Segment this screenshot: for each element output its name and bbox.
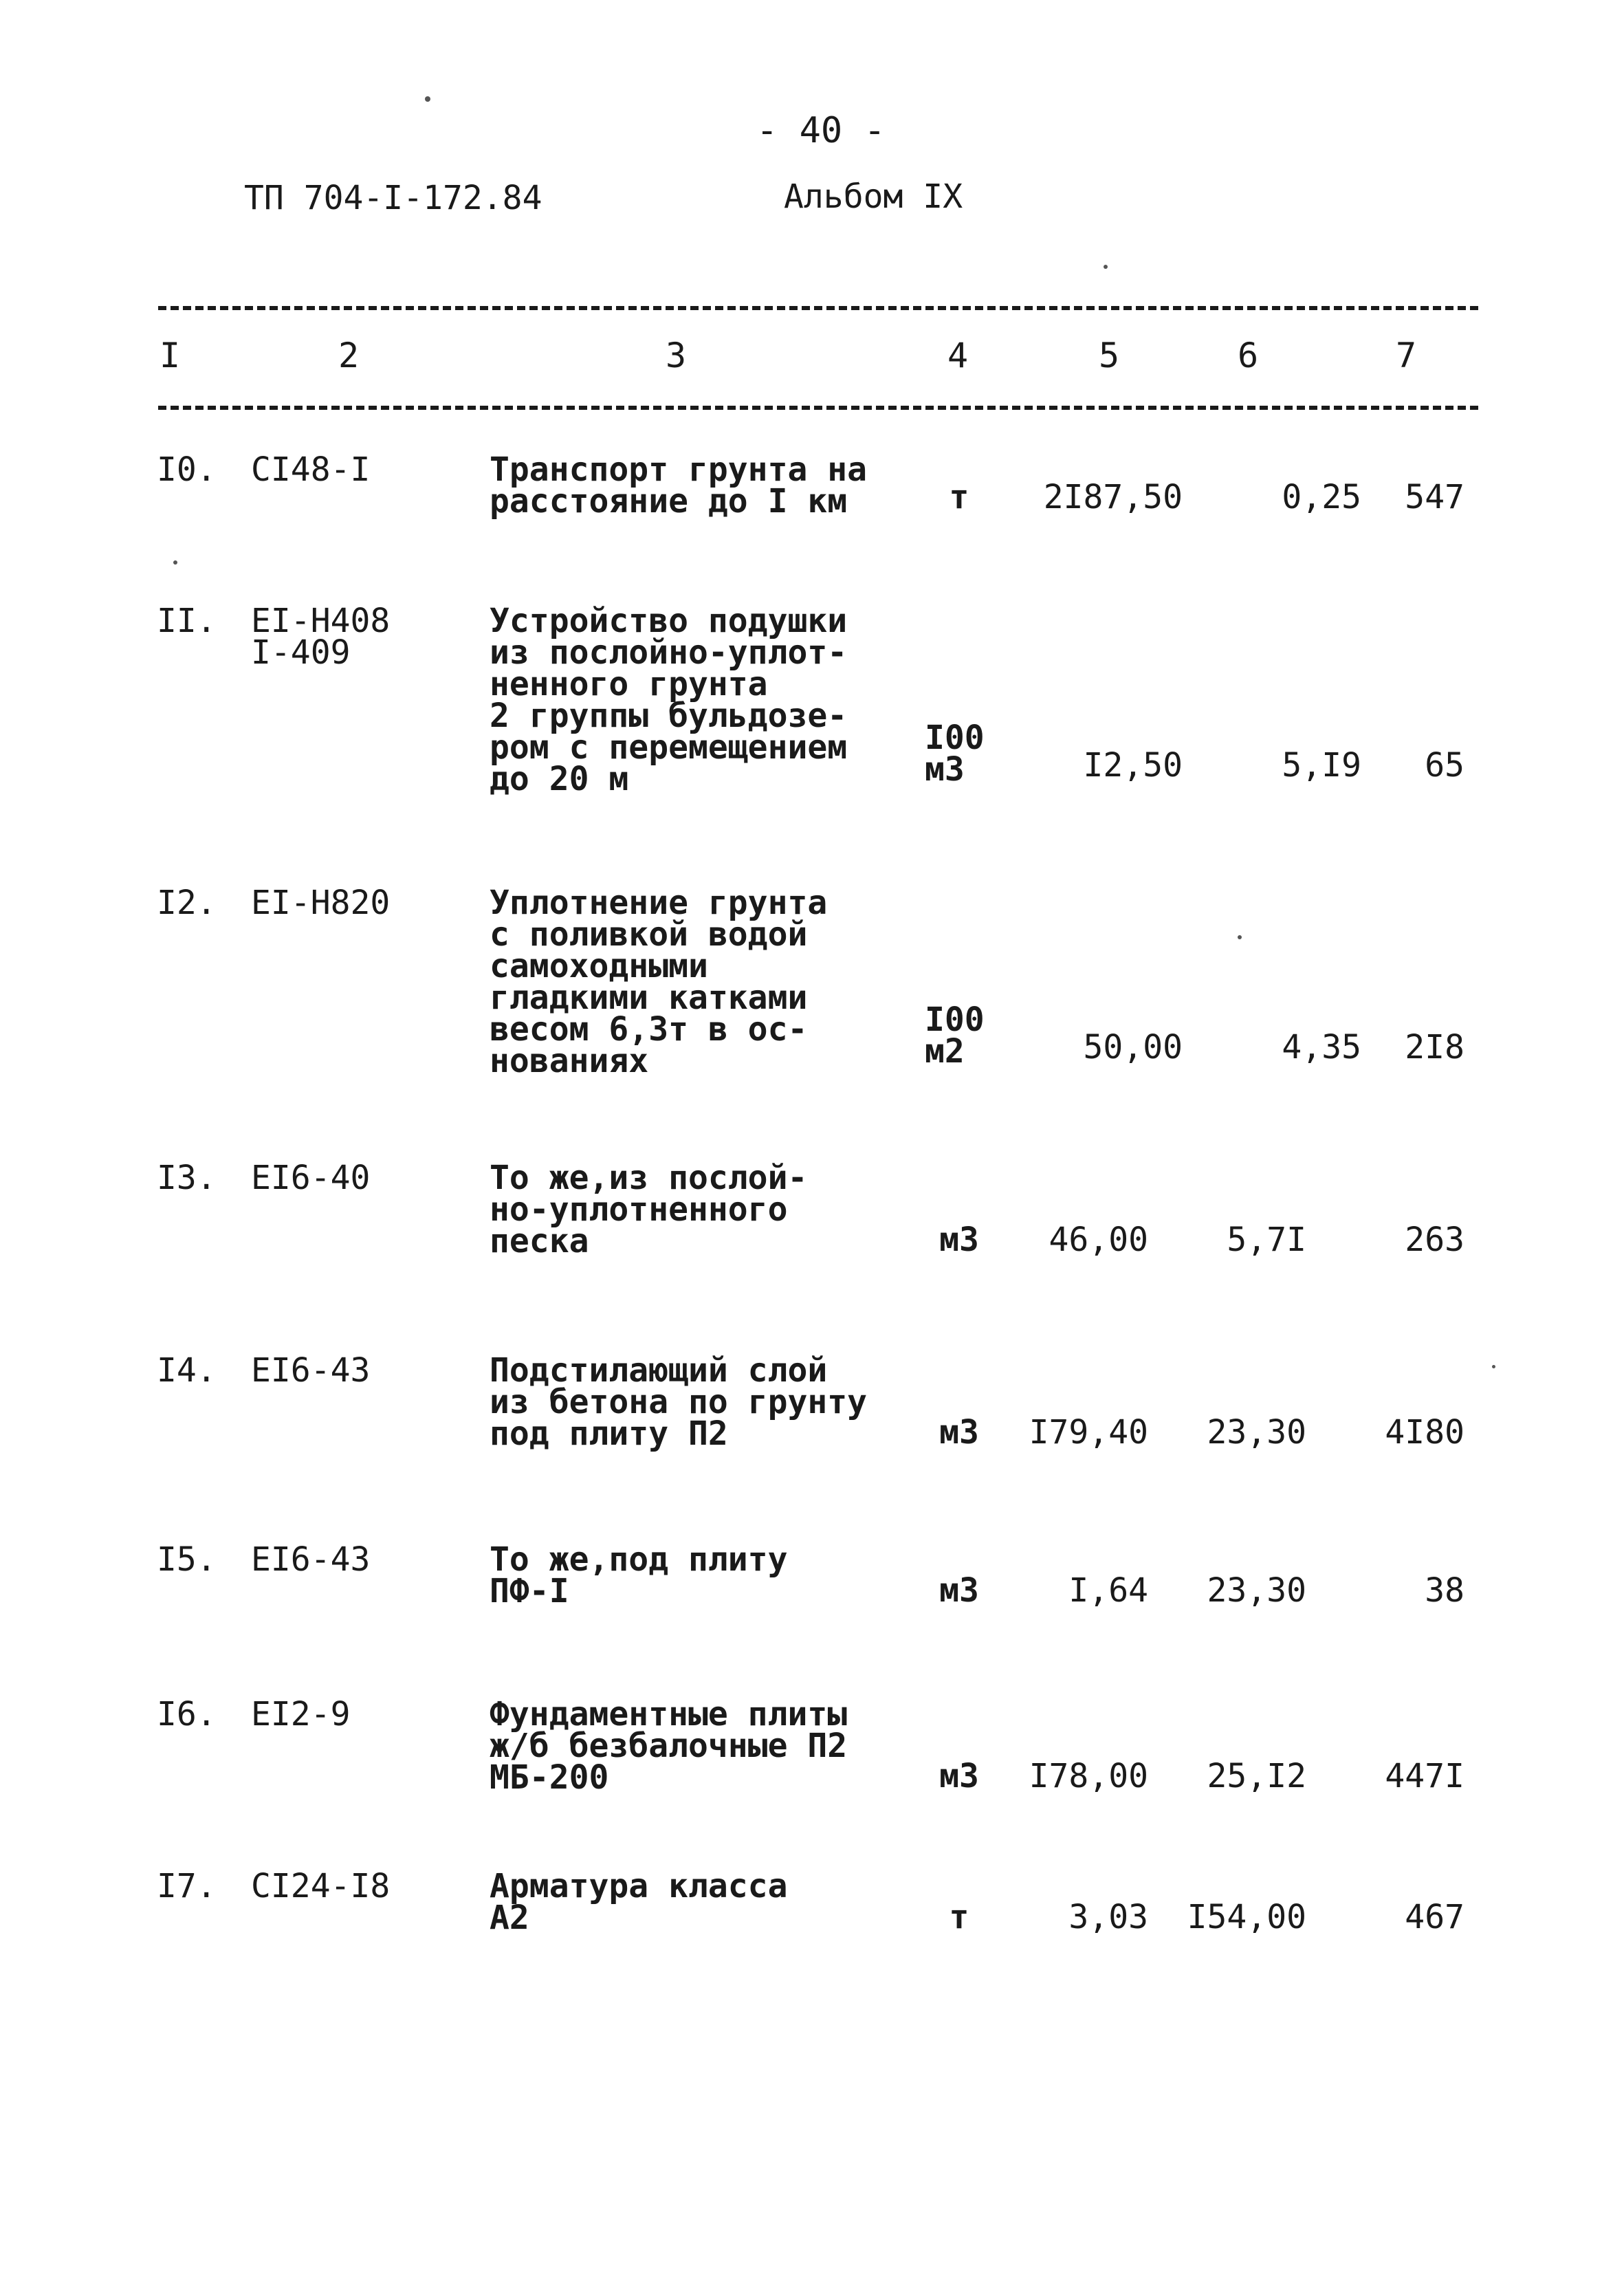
row-description: То же,из послой- но-уплотненного песка	[490, 1159, 808, 1260]
row-unit-price: 5,7I	[1227, 1221, 1306, 1259]
row-unit-price: 23,30	[1207, 1571, 1306, 1610]
row-unit-price: 5,I9	[1282, 746, 1361, 785]
row-total-cost: 467	[1405, 1898, 1464, 1936]
scan-speck	[1492, 1365, 1495, 1368]
row-number: I6.	[157, 1695, 217, 1734]
column-header-3: 3	[666, 336, 687, 375]
row-unit: м3	[939, 1757, 979, 1795]
row-number: II.	[157, 602, 217, 640]
row-code: EI6-43	[251, 1540, 371, 1579]
row-quantity: 50,00	[1083, 1028, 1183, 1067]
row-description: Транспорт грунта на расстояние до I км	[490, 450, 868, 521]
row-quantity: 3,03	[1068, 1898, 1148, 1936]
row-number: I0.	[157, 450, 217, 489]
row-quantity: 2I87,50	[1043, 478, 1183, 516]
row-total-cost: 65	[1425, 746, 1464, 785]
page-number: - 40 -	[756, 110, 886, 151]
row-code: CI48-I	[251, 450, 371, 489]
row-unit-price: 4,35	[1282, 1028, 1361, 1067]
row-quantity: I,64	[1068, 1571, 1148, 1610]
row-unit: I00 м2	[925, 1001, 985, 1071]
row-unit: т	[949, 478, 969, 516]
row-unit: м3	[939, 1571, 979, 1610]
row-unit-price: I54,00	[1187, 1898, 1306, 1936]
row-description: Фундаментные плиты ж/б безбалочные П2 МБ-200	[490, 1695, 848, 1797]
table-header-rule	[158, 406, 1478, 410]
row-description: То же,под плиту ПФ-I	[490, 1540, 788, 1610]
row-quantity: I78,00	[1029, 1757, 1148, 1795]
column-header-2: 2	[338, 336, 360, 375]
row-total-cost: 2I8	[1405, 1028, 1464, 1067]
row-total-cost: 38	[1425, 1571, 1464, 1610]
row-quantity: I2,50	[1083, 746, 1183, 785]
row-code: EI-H408 I-409	[251, 602, 391, 672]
row-unit: I00 м3	[925, 719, 985, 789]
row-total-cost: 447I	[1385, 1757, 1464, 1795]
column-header-1: I	[160, 336, 181, 375]
document-code: ТП 704-I-172.84	[244, 179, 542, 217]
table-top-rule	[158, 306, 1478, 310]
row-total-cost: 4I80	[1385, 1413, 1464, 1452]
row-code: CI24-I8	[251, 1867, 391, 1905]
row-code: EI6-43	[251, 1351, 371, 1390]
row-unit-price: 25,I2	[1207, 1757, 1306, 1795]
row-unit: м3	[939, 1413, 979, 1452]
row-code: EI2-9	[251, 1695, 351, 1734]
scan-speck	[173, 560, 177, 565]
row-number: I7.	[157, 1867, 217, 1905]
album-label: Альбом IX	[784, 177, 963, 216]
row-number: I3.	[157, 1159, 217, 1197]
row-code: EI6-40	[251, 1159, 371, 1197]
column-header-7: 7	[1396, 336, 1417, 375]
row-quantity: I79,40	[1029, 1413, 1148, 1452]
row-description: Арматура класса А2	[490, 1867, 788, 1937]
row-unit: т	[949, 1898, 969, 1936]
row-description: Уплотнение грунта с поливкой водой самоходными гладкими катками весом 6,3т в ос- нованиях	[490, 884, 828, 1080]
row-quantity: 46,00	[1049, 1221, 1148, 1259]
row-description: Устройство подушки из послойно-уплот- ненного грунта 2 группы бульдозе- ром с перемещением до 20 м	[490, 602, 848, 798]
row-description: Подстилающий слой из бетона по грунту под плиту П2	[490, 1351, 868, 1453]
row-unit: м3	[939, 1221, 979, 1259]
column-header-4: 4	[947, 336, 969, 375]
scan-speck	[1238, 935, 1242, 939]
column-header-6: 6	[1238, 336, 1259, 375]
row-unit-price: 0,25	[1282, 478, 1361, 516]
row-number: I5.	[157, 1540, 217, 1579]
row-number: I2.	[157, 884, 217, 922]
scan-speck	[1104, 265, 1108, 269]
row-total-cost: 547	[1405, 478, 1464, 516]
scan-speck	[425, 96, 430, 102]
row-number: I4.	[157, 1351, 217, 1390]
row-unit-price: 23,30	[1207, 1413, 1306, 1452]
row-total-cost: 263	[1405, 1221, 1464, 1259]
row-code: EI-H820	[251, 884, 391, 922]
column-header-5: 5	[1099, 336, 1120, 375]
